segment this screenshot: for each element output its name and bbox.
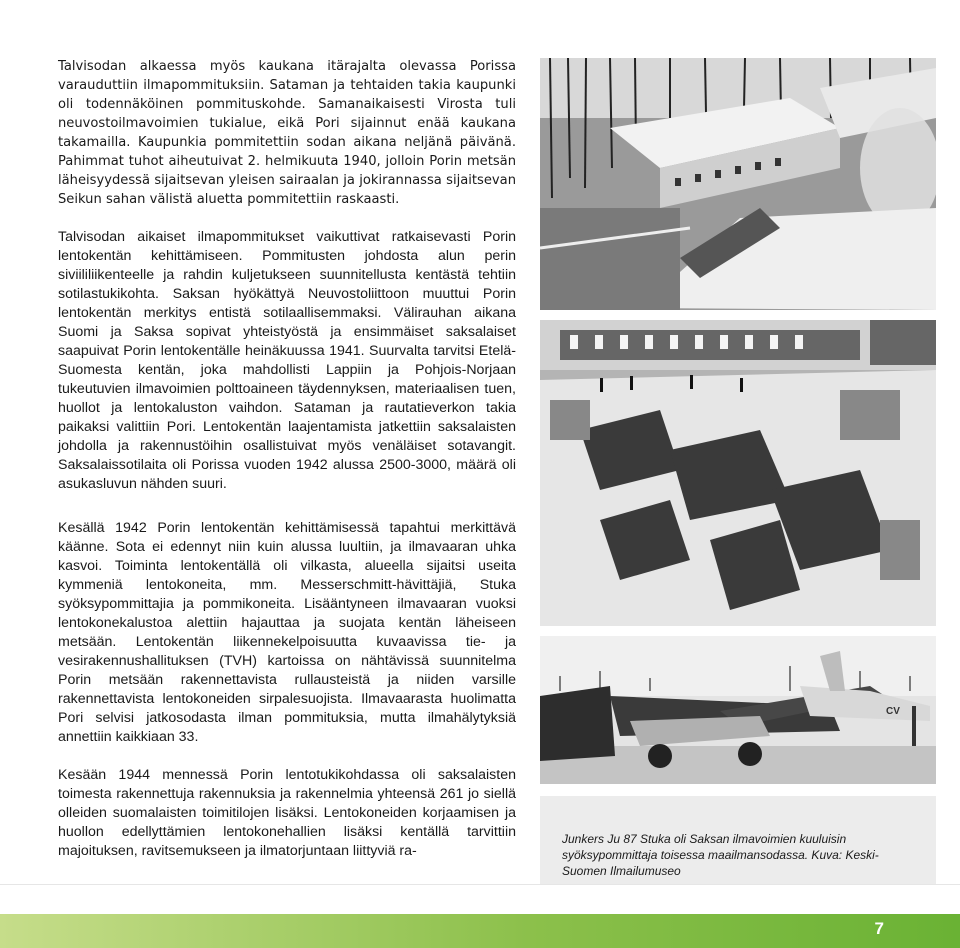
photo-caption: Junkers Ju 87 Stuka oli Saksan ilmavoimien kuuluisin syöksypommittaja toisessa maailmansodassa. Kuva: Keski-Suomen Ilmailumuseo — [562, 832, 879, 878]
text-column — [58, 57, 516, 513]
paragraph-bombing-intro: Talvisodan alkaessa myös kaukana itärajalta olevassa Porissa varauduttiin ilmapommituksiin. Sataman ja tehtaiden takia kaupunki oli todennäköinen pommituskohde. Samanaikaisesti Virosta tuli neuvostoilmavoimien tukialue, eikä Pori sijainnut enää kaukana takamailla. Kaupunkia pommitettiin sodan aikana neljänä päivänä. Pahimmat tuhot aiheutuivat 2. helmikuuta 1940, jolloin Porin metsän läheisyydessä sijaitsevan yleisen sairaalan ja jokirannassa sijaitsevan Seikun sahan välistä aluetta pommitettiin raskaasti. — [58, 59, 516, 207]
paragraph-airfield-development: Talvisodan aikaiset ilmapommitukset vaikuttivat ratkaisevasti Porin lentokentän kehittämiseen. Pommitusten johdosta alun perin siviililiikenteelle ja rahdin kuljetukseen suunnitellusta kentästä tehtiin sotilastukikohta. Saksan hyökättyä Neuvostoliittoon muuttui Porin lentokentän merkitys entistä sotilaallisemmaksi. Välirauhan aikana Suomi ja Saksa sopivat yhteistyöstä ja ensimmäiset saksalaiset saapuivat Porin lentokentälle heinäkuussa 1941. Suurvalta tarvitsi Etelä-Suomesta kentän, joka mahdollisti Lappiin ja Pohjois-Norjaan tukeutuvien ilmavoimien polttoaineen täydennyksen, materiaalisen tuen, huollot ja lentokaluston vaihdon. Sataman ja rautatieverkon takia paikaksi valittiin Pori. Lentokentän laajentamista jatkettiin saksalaisten johdolla ja rakennustöihin osallistuivat myös venäläiset sotavangit. Saksalaissotilaita oli Porissa vuoden 1942 alussa 2500-3000, määrä oli asukasluvun nähden suuri. — [58, 229, 516, 492]
photo-bomb-damage — [540, 320, 936, 626]
paragraph-summer-1942: Kesällä 1942 Porin lentokentän kehittämisessä tapahtui merkittävä käänne. Sota ei edennyt niin kuin alussa luultiin, ja ilmavaaran uhka kasvoi. Toiminta lentokentällä oli vilkasta, alueella sijaitsi useita kymmeniä lentokoneita, mm. Messerschmitt-hävittäjiä, Stuka syöksypommittajia ja pommikoneita. Lisääntyneen ilmavaaran vuoksi lentokonekalustoa alettiin hajauttaa ja suojata kentän läheiseen metsään. Lentokentän liikennekelpoisuutta kuvaavissa tie- ja vesirakennushallituksen (TVH) kartoissa on nähtävissä suunnitelma Porin metsään rakennettavista rullausteistä ja niiden varsille rakennettavista lentokoneiden sirpalesuojista. Ilmavaarasta huolimatta Pori selvisi jatkosodasta ilman pommituksia, mutta ilmahälytyksiä annettiin kaikkiaan 33. — [58, 520, 516, 745]
divider — [0, 884, 960, 885]
photo-bombed-hospital — [540, 58, 936, 310]
text-column-lower — [58, 519, 516, 880]
aircraft-marking: CV — [886, 706, 900, 717]
page-number: 7 — [874, 919, 884, 938]
paragraph-summer-1944: Kesään 1944 mennessä Porin lentotukikohdassa oli saksalaisten toimesta rakennettuja rakennuksia ja rakennelmia yhteensä 261 jo siellä olleiden suomalaisten toimitilojen lisäksi. Lentokoneiden korjaamisen ja huollon edellyttämien lentokonehallien lisäksi kentällä tarvittiin majoituksen, ravitsemukseen ja ilmatorjuntaan liittyviä ra- — [58, 767, 516, 859]
photo-junkers-stuka — [540, 636, 936, 784]
footer-bar — [0, 914, 960, 948]
